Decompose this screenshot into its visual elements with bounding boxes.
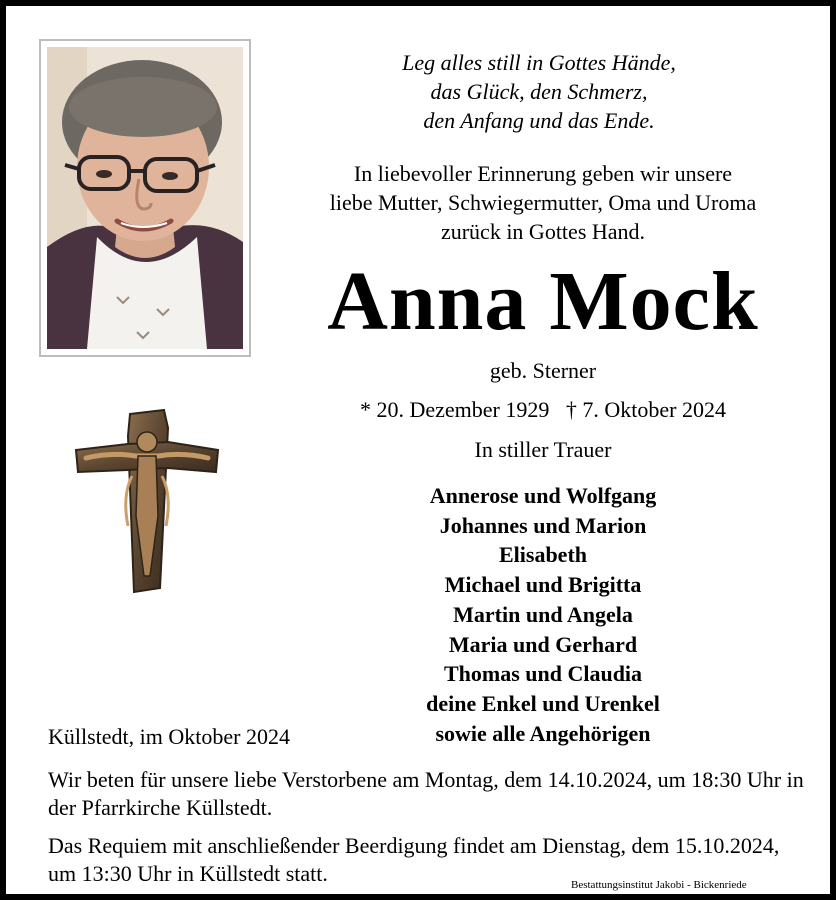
intro-text bbox=[278, 159, 808, 246]
mourner-entry: Martin und Angela bbox=[453, 601, 633, 627]
mourner-entry: Johannes und Marion bbox=[439, 512, 647, 538]
mourning-label: In stiller Trauer bbox=[474, 437, 612, 462]
intro-line: In liebevoller Erinnerung geben wir unsere bbox=[353, 161, 733, 186]
maiden-name: geb. Sterner bbox=[489, 358, 597, 383]
prayer-notice: Wir beten für unsere liebe Verstorbene am Montag, dem 14.10.2024, um 18:30 Uhr in der Pfarrkirche Küllstedt. bbox=[48, 767, 804, 820]
place-date: Küllstedt, im Oktober 2024 bbox=[48, 724, 290, 749]
poem-line: das Glück, den Schmerz, bbox=[430, 79, 648, 104]
intro-line: liebe Mutter, Schwiegermutter, Oma und Uroma bbox=[329, 190, 757, 215]
portrait-illustration bbox=[47, 47, 243, 349]
intro-line: zurück in Gottes Hand. bbox=[440, 219, 646, 244]
poem-line: den Anfang und das Ende. bbox=[423, 108, 655, 133]
portrait-frame bbox=[39, 39, 251, 357]
deceased-name: Anna Mock bbox=[327, 255, 759, 348]
mourner-entry: Elisabeth bbox=[498, 542, 588, 568]
mourner-entry: Annerose und Wolfgang bbox=[429, 483, 657, 508]
portrait-photo bbox=[47, 47, 243, 349]
life-dates: * 20. Dezember 1929 † 7. Oktober 2024 bbox=[360, 397, 726, 422]
requiem-notice: Das Requiem mit anschließender Beerdigung findet am Dienstag, dem 15.10.2024, um 13:30 Uhr in Küllstedt statt. bbox=[48, 833, 780, 886]
poem-verse bbox=[306, 48, 772, 135]
mourner-entry: Thomas und Claudia bbox=[443, 661, 643, 687]
mourner-entry: Michael und Brigitta bbox=[444, 572, 642, 598]
poem-line: Leg alles still in Gottes Hände, bbox=[402, 50, 676, 75]
mourner-entry: deine Enkel und Urenkel bbox=[426, 690, 660, 716]
mourner-entry: Maria und Gerhard bbox=[448, 631, 638, 657]
mourners-list bbox=[268, 481, 818, 748]
funeral-home-credit: Bestattungsinstitut Jakobi - Bickenriede bbox=[571, 879, 747, 891]
mourner-entry: sowie alle Angehörigen bbox=[435, 720, 651, 746]
crucifix-icon bbox=[72, 406, 222, 596]
